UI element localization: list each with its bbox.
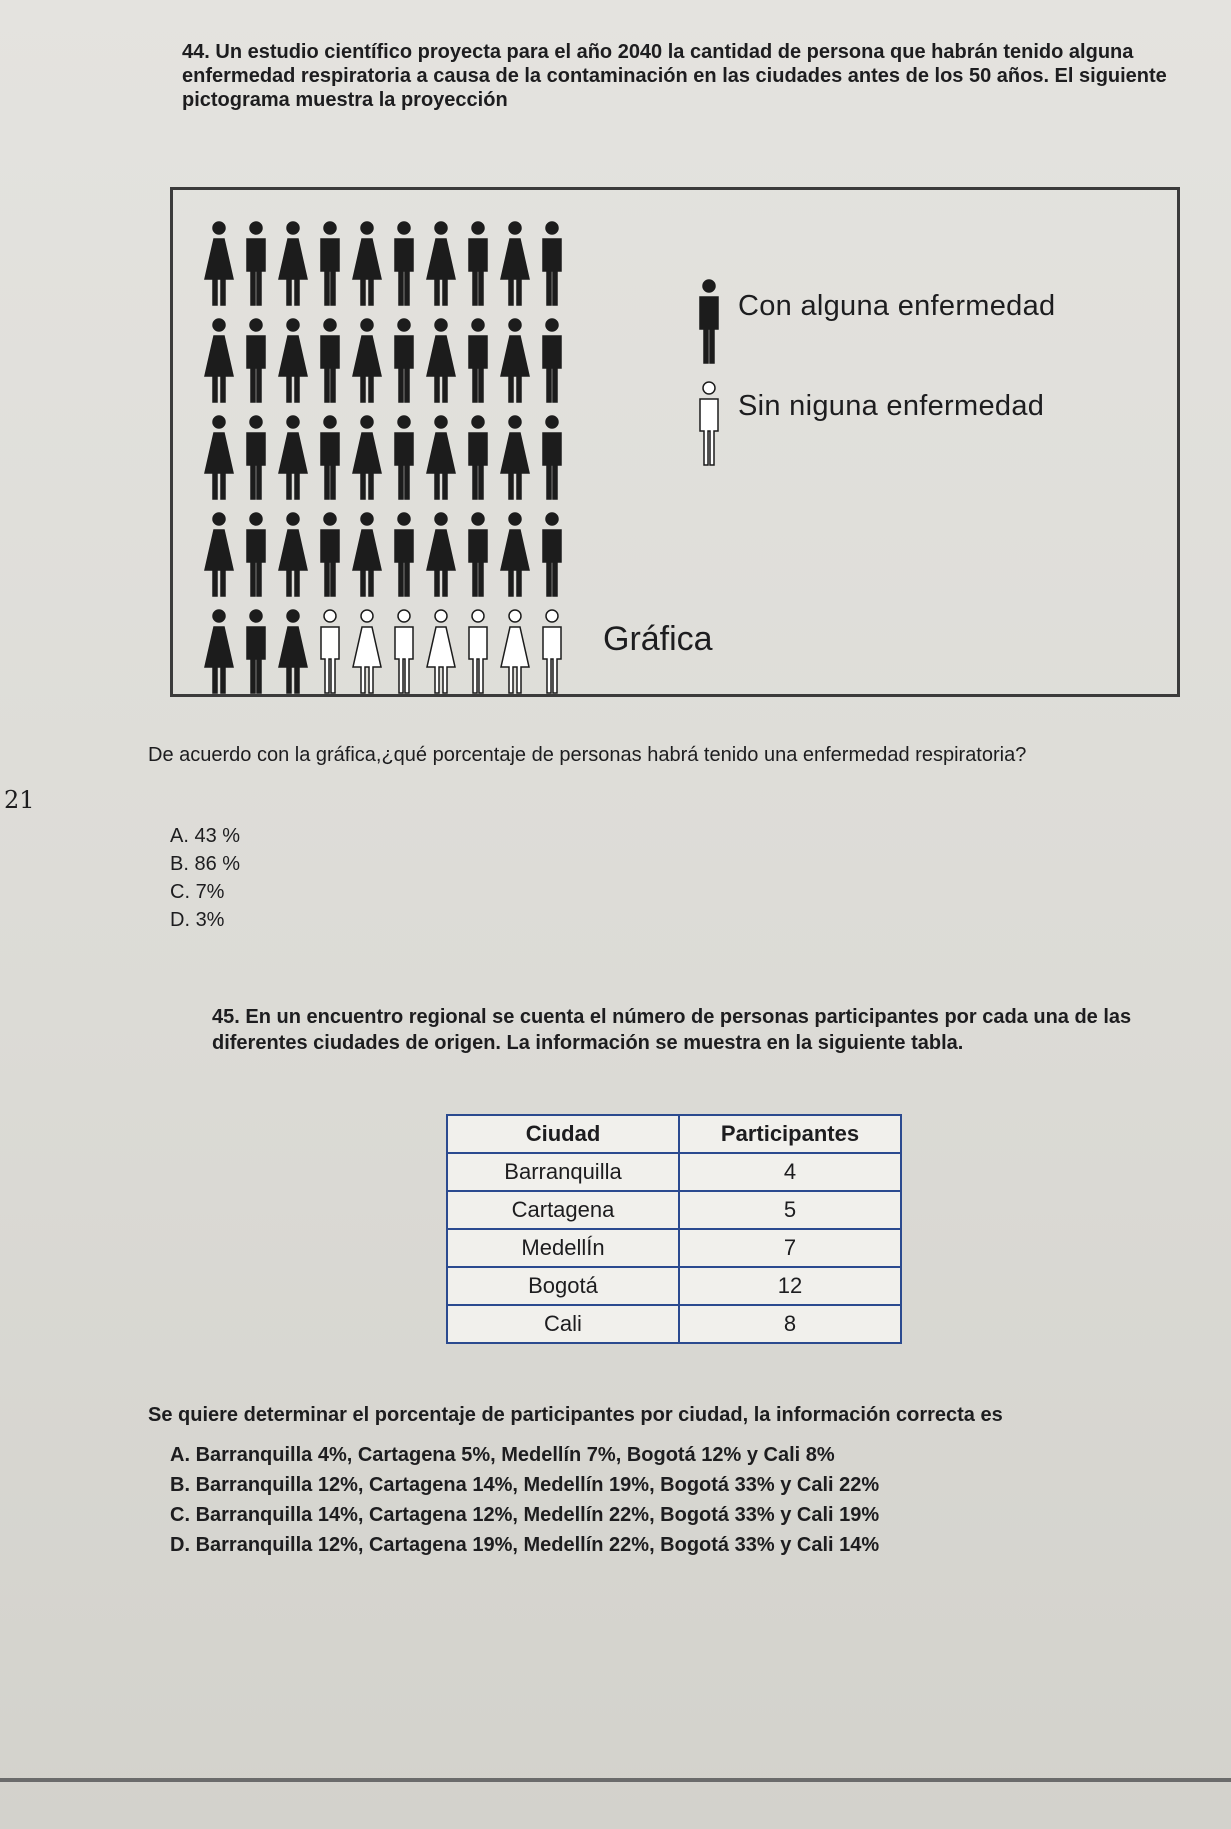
question-45-text: En un encuentro regional se cuenta el número de personas participantes por cada una de las diferentes ciudades de origen. La información se muestra en la siguiente tabla. [212, 1006, 1132, 1054]
person-sick-icon [240, 220, 272, 310]
person-sick-icon [240, 511, 272, 601]
question-44-number: 44. [182, 41, 210, 63]
option-a-letter: A. [170, 825, 189, 847]
pictogram-caption: Gráfica [603, 620, 713, 658]
person-sick-icon [277, 511, 309, 601]
question-45 [212, 1004, 1212, 1056]
table-cell-participants: 5 [679, 1191, 901, 1229]
person-healthy-icon [314, 608, 346, 698]
table-row [447, 1267, 901, 1305]
question-45-options [170, 1440, 879, 1560]
person-sick-icon [277, 414, 309, 504]
person-sick-icon [499, 317, 531, 407]
legend-healthy-label: Sin niguna enfermedad [738, 390, 1045, 422]
table-cell-city: Cali [447, 1305, 679, 1343]
person-sick-icon [240, 317, 272, 407]
table-row [447, 1229, 901, 1267]
person-sick-icon [425, 220, 457, 310]
question-44-text: Un estudio científico proyecta para el año 2040 la cantidad de persona que habrán tenido alguna enfermedad respiratoria a causa de la contaminación en las ciudades antes de los 50 años. El siguiente pictograma muestra la proyección [182, 41, 1167, 111]
person-sick-icon [203, 511, 235, 601]
person-sick-icon [536, 414, 568, 504]
option-b[interactable] [170, 850, 240, 878]
person-sick-icon [277, 220, 309, 310]
person-healthy-icon [425, 608, 457, 698]
table-row [447, 1191, 901, 1229]
table-cell-city: Bogotá [447, 1267, 679, 1305]
answer-c[interactable] [170, 1500, 879, 1530]
table-header-city: Ciudad [447, 1115, 679, 1153]
table-cell-participants: 12 [679, 1267, 901, 1305]
table-header-row [447, 1115, 901, 1153]
person-sick-icon [462, 317, 494, 407]
person-sick-icon [351, 317, 383, 407]
person-sick-icon [388, 220, 420, 310]
option-d-text: 3% [195, 909, 225, 931]
question-44-prompt: De acuerdo con la gráfica,¿qué porcentaje de personas habrá tenido una enfermedad respiratoria? [148, 744, 1027, 766]
legend-healthy-icon [693, 380, 725, 470]
table-row [447, 1305, 901, 1343]
question-45-prompt: Se quiere determinar el porcentaje de participantes por ciudad, la información correcta es [148, 1404, 1003, 1426]
pictogram-frame [170, 187, 1180, 697]
option-c-letter: C. [170, 881, 190, 903]
person-sick-icon [388, 317, 420, 407]
answer-c-letter: C. [170, 1504, 190, 1526]
person-sick-icon [462, 220, 494, 310]
option-d-letter: D. [170, 909, 190, 931]
person-healthy-icon [462, 608, 494, 698]
option-c[interactable] [170, 878, 240, 906]
answer-b-letter: B. [170, 1474, 190, 1496]
table-cell-participants: 4 [679, 1153, 901, 1191]
side-number: 21 [4, 786, 35, 814]
person-sick-icon [277, 317, 309, 407]
answer-b-text: Barranquilla 12%, Cartagena 14%, Medellín 19%, Bogotá 33% y Cali 22% [195, 1474, 880, 1496]
person-sick-icon [314, 317, 346, 407]
question-44-options [170, 822, 240, 934]
person-sick-icon [314, 220, 346, 310]
person-sick-icon [462, 414, 494, 504]
answer-b[interactable] [170, 1470, 879, 1500]
person-sick-icon [536, 220, 568, 310]
person-sick-icon [499, 220, 531, 310]
question-44 [182, 40, 1192, 112]
answer-c-text: Barranquilla 14%, Cartagena 12%, Medellín 22%, Bogotá 33% y Cali 19% [195, 1504, 880, 1526]
legend-sick-label: Con alguna enfermedad [738, 290, 1056, 322]
person-sick-icon [536, 511, 568, 601]
person-sick-icon [499, 414, 531, 504]
person-sick-icon [425, 414, 457, 504]
participants-table [446, 1114, 902, 1344]
person-sick-icon [388, 414, 420, 504]
person-healthy-icon [388, 608, 420, 698]
answer-a-letter: A. [170, 1444, 190, 1466]
person-healthy-icon [536, 608, 568, 698]
person-sick-icon [203, 608, 235, 698]
option-a-text: 43 % [194, 825, 241, 847]
option-d[interactable] [170, 906, 240, 934]
person-sick-icon [536, 317, 568, 407]
person-sick-icon [203, 220, 235, 310]
person-sick-icon [240, 608, 272, 698]
person-sick-icon [351, 220, 383, 310]
person-healthy-icon [351, 608, 383, 698]
person-sick-icon [240, 414, 272, 504]
person-sick-icon [277, 608, 309, 698]
table-cell-participants: 7 [679, 1229, 901, 1267]
table-cell-city: MedellÍn [447, 1229, 679, 1267]
table-cell-participants: 8 [679, 1305, 901, 1343]
person-sick-icon [314, 414, 346, 504]
question-45-number: 45. [212, 1006, 240, 1028]
person-sick-icon [462, 511, 494, 601]
answer-d-letter: D. [170, 1534, 190, 1556]
option-b-letter: B. [170, 853, 189, 875]
person-sick-icon [388, 511, 420, 601]
answer-a-text: Barranquilla 4%, Cartagena 5%, Medellín 7%, Bogotá 12% y Cali 8% [195, 1444, 835, 1466]
option-b-text: 86 % [194, 853, 241, 875]
legend-sick-icon [693, 278, 725, 368]
person-sick-icon [203, 317, 235, 407]
answer-d[interactable] [170, 1530, 879, 1560]
person-sick-icon [314, 511, 346, 601]
person-healthy-icon [499, 608, 531, 698]
person-sick-icon [203, 414, 235, 504]
table-row [447, 1153, 901, 1191]
person-sick-icon [351, 414, 383, 504]
person-sick-icon [425, 317, 457, 407]
answer-a[interactable] [170, 1440, 879, 1470]
person-sick-icon [425, 511, 457, 601]
page-bottom-divider [0, 1778, 1231, 1782]
table-cell-city: Barranquilla [447, 1153, 679, 1191]
table-header-participants: Participantes [679, 1115, 901, 1153]
person-sick-icon [499, 511, 531, 601]
option-a[interactable] [170, 822, 240, 850]
option-c-text: 7% [195, 881, 225, 903]
person-sick-icon [351, 511, 383, 601]
table-cell-city: Cartagena [447, 1191, 679, 1229]
answer-d-text: Barranquilla 12%, Cartagena 19%, Medellín 22%, Bogotá 33% y Cali 14% [195, 1534, 880, 1556]
